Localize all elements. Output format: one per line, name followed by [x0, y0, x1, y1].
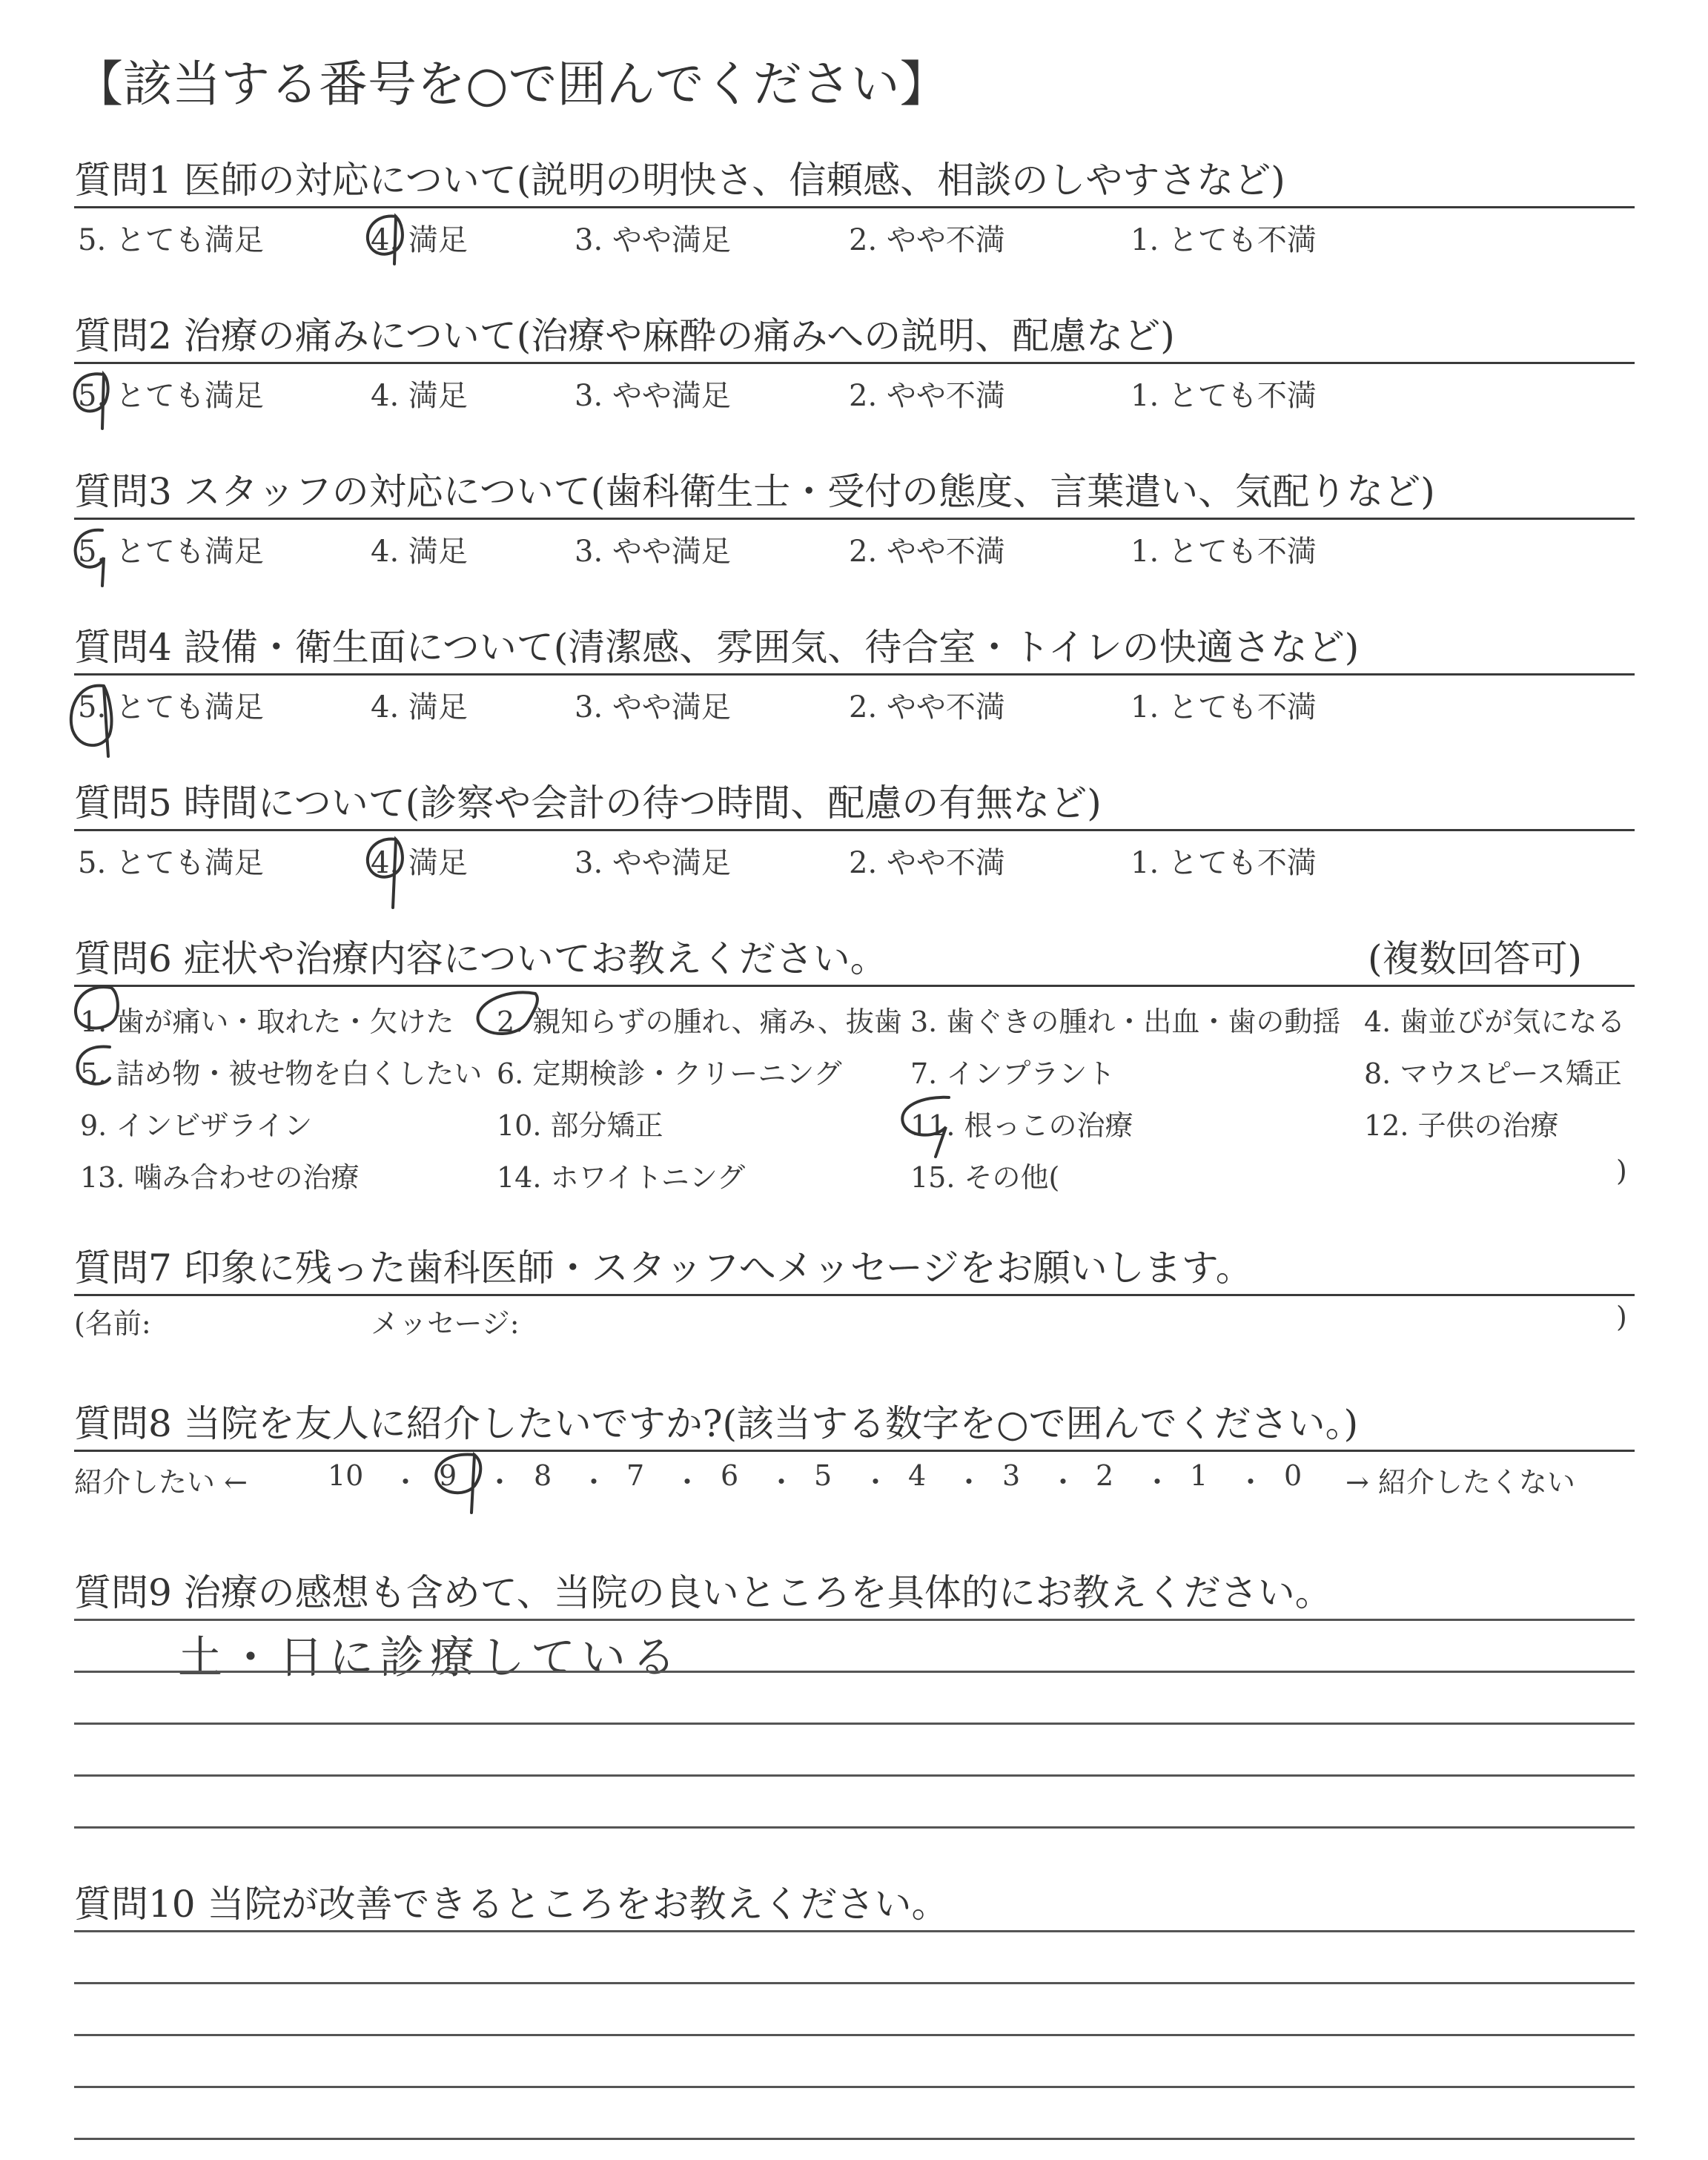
- q2-option-3[interactable]: 3. やや満足: [575, 379, 731, 413]
- q4-option-1[interactable]: 1. とても不満: [1131, 690, 1317, 724]
- q8-sep: ・: [1143, 1466, 1172, 1499]
- q8-score-9[interactable]: 9: [439, 1459, 457, 1492]
- q8-score-10[interactable]: 10: [328, 1459, 364, 1492]
- q7-divider: [74, 1294, 1635, 1296]
- q8-score-8[interactable]: 8: [534, 1459, 552, 1492]
- q6-item-14[interactable]: 14. ホワイトニング: [497, 1161, 746, 1194]
- q4-option-2[interactable]: 2. やや不満: [849, 690, 1005, 724]
- q6-note: (複数回答可): [1368, 937, 1583, 980]
- q5-option-3[interactable]: 3. やや満足: [575, 846, 731, 880]
- q1-title: 質問1 医師の対応について(説明の明快さ、信頼感、相談のしやすさなど): [74, 159, 1285, 202]
- q10-line-2: [74, 1982, 1635, 1984]
- q9-title: 質問9 治療の感想も含めて、当院の良いところを具体的にお教えください。: [74, 1571, 1332, 1614]
- q8-sep: ・: [1237, 1466, 1265, 1499]
- q10-title: 質問10 当院が改善できるところをお教えください。: [74, 1883, 949, 1926]
- q8-sep: ・: [955, 1466, 984, 1499]
- q6-item-10[interactable]: 10. 部分矯正: [497, 1109, 663, 1142]
- q5-option-5[interactable]: 5. とても満足: [78, 846, 264, 880]
- q3-divider: [74, 518, 1635, 520]
- q9-line-3: [74, 1723, 1635, 1725]
- q8-score-0[interactable]: 0: [1284, 1459, 1302, 1492]
- q2-option-4[interactable]: 4. 満足: [371, 379, 468, 413]
- q6-item-15[interactable]: 15. その他(: [910, 1161, 1060, 1194]
- q8-sep: ・: [673, 1466, 702, 1499]
- q4-option-4[interactable]: 4. 満足: [371, 690, 468, 724]
- q1-option-2[interactable]: 2. やや不満: [849, 223, 1005, 257]
- q1-option-5[interactable]: 5. とても満足: [78, 223, 264, 257]
- q10-line-4: [74, 2086, 1635, 2088]
- q3-option-1[interactable]: 1. とても不満: [1131, 535, 1317, 569]
- q5-option-4[interactable]: 4. 満足: [371, 846, 468, 880]
- q1-divider: [74, 206, 1635, 208]
- q3-option-4[interactable]: 4. 満足: [371, 535, 468, 569]
- q7-message-label: メッセージ:: [371, 1307, 520, 1340]
- q5-option-1[interactable]: 1. とても不満: [1131, 846, 1317, 880]
- q8-score-7[interactable]: 7: [626, 1459, 645, 1492]
- q8-sep: ・: [1049, 1466, 1078, 1499]
- q2-option-1[interactable]: 1. とても不満: [1131, 379, 1317, 413]
- q8-sep: ・: [486, 1466, 514, 1499]
- q8-score-2[interactable]: 2: [1096, 1459, 1114, 1492]
- q2-option-5[interactable]: 5. とても満足: [78, 379, 264, 413]
- q10-line-1: [74, 1930, 1635, 1932]
- q9-answer[interactable]: 土・日に診療している: [178, 1632, 682, 1684]
- q6-item-11[interactable]: 11. 根っこの治療: [910, 1109, 1133, 1142]
- q6-close-paren: ): [1616, 1155, 1627, 1187]
- q9-line-1: [74, 1619, 1635, 1621]
- q6-item-5[interactable]: 5. 詰め物・被せ物を白くしたい: [80, 1057, 483, 1090]
- q8-score-1[interactable]: 1: [1190, 1459, 1208, 1492]
- q6-item-6[interactable]: 6. 定期検診・クリーニング: [497, 1057, 842, 1090]
- q3-option-3[interactable]: 3. やや満足: [575, 535, 731, 569]
- q8-title: 質問8 当院を友人に紹介したいですか?(該当する数字を○で囲んでください。): [74, 1402, 1359, 1445]
- q9-line-4: [74, 1774, 1635, 1777]
- q6-item-1[interactable]: 1. 歯が痛い・取れた・欠けた: [80, 1005, 454, 1038]
- q1-option-3[interactable]: 3. やや満足: [575, 223, 731, 257]
- q4-option-3[interactable]: 3. やや満足: [575, 690, 731, 724]
- q8-sep: ・: [391, 1466, 420, 1499]
- q10-line-3: [74, 2034, 1635, 2036]
- q6-divider: [74, 985, 1635, 987]
- q4-divider: [74, 673, 1635, 676]
- q8-sep: ・: [580, 1466, 609, 1499]
- q9-line-5: [74, 1826, 1635, 1829]
- q5-divider: [74, 829, 1635, 831]
- q2-option-2[interactable]: 2. やや不満: [849, 379, 1005, 413]
- q8-score-6[interactable]: 6: [721, 1459, 739, 1492]
- q2-divider: [74, 362, 1635, 364]
- q3-option-2[interactable]: 2. やや不満: [849, 535, 1005, 569]
- q3-option-5[interactable]: 5. とても満足: [78, 535, 264, 569]
- q6-item-7[interactable]: 7. インプラント: [910, 1057, 1116, 1090]
- q4-title: 質問4 設備・衛生面について(清潔感、雰囲気、待合室・トイレの快適さなど): [74, 626, 1360, 669]
- q8-right-label: → 紹介したくない: [1345, 1466, 1575, 1499]
- q8-divider: [74, 1450, 1635, 1452]
- q6-item-8[interactable]: 8. マウスピース矯正: [1364, 1057, 1622, 1090]
- q7-close-paren: ): [1616, 1301, 1627, 1333]
- q7-title: 質問7 印象に残った歯科医師・スタッフへメッセージをお願いします。: [74, 1246, 1253, 1289]
- q5-title: 質問5 時間について(診察や会計の待つ時間、配慮の有無など): [74, 782, 1102, 825]
- q6-item-3[interactable]: 3. 歯ぐきの腫れ・出血・歯の動揺: [910, 1005, 1341, 1038]
- q8-score-4[interactable]: 4: [908, 1459, 927, 1492]
- q6-title: 質問6 症状や治療内容についてお教えください。: [74, 937, 887, 980]
- q8-left-label: 紹介したい ←: [74, 1466, 248, 1499]
- q6-item-4[interactable]: 4. 歯並びが気になる: [1364, 1005, 1626, 1038]
- q8-sep: ・: [861, 1466, 890, 1499]
- q9-line-2: [74, 1671, 1635, 1673]
- q1-option-1[interactable]: 1. とても不満: [1131, 223, 1317, 257]
- q4-option-5[interactable]: 5. とても満足: [78, 690, 264, 724]
- q3-title: 質問3 スタッフの対応について(歯科衛生士・受付の態度、言葉遣い、気配りなど): [74, 470, 1435, 513]
- q8-sep: ・: [767, 1466, 796, 1499]
- q10-line-5: [74, 2138, 1635, 2140]
- q5-option-2[interactable]: 2. やや不満: [849, 846, 1005, 880]
- q1-option-4[interactable]: 4. 満足: [371, 223, 468, 257]
- q6-item-2[interactable]: 2. 親知らずの腫れ、痛み、抜歯: [497, 1005, 902, 1038]
- q6-item-13[interactable]: 13. 噛み合わせの治療: [80, 1161, 360, 1194]
- q8-score-3[interactable]: 3: [1002, 1459, 1021, 1492]
- q6-item-9[interactable]: 9. インビザライン: [80, 1109, 313, 1142]
- q2-title: 質問2 治療の痛みについて(治療や麻酔の痛みへの説明、配慮など): [74, 314, 1175, 357]
- form-header: 【該当する番号を○で囲んでください】: [74, 56, 949, 113]
- q7-name-label: (名前:: [74, 1307, 151, 1340]
- q8-score-5[interactable]: 5: [814, 1459, 833, 1492]
- q6-item-12[interactable]: 12. 子供の治療: [1364, 1109, 1559, 1142]
